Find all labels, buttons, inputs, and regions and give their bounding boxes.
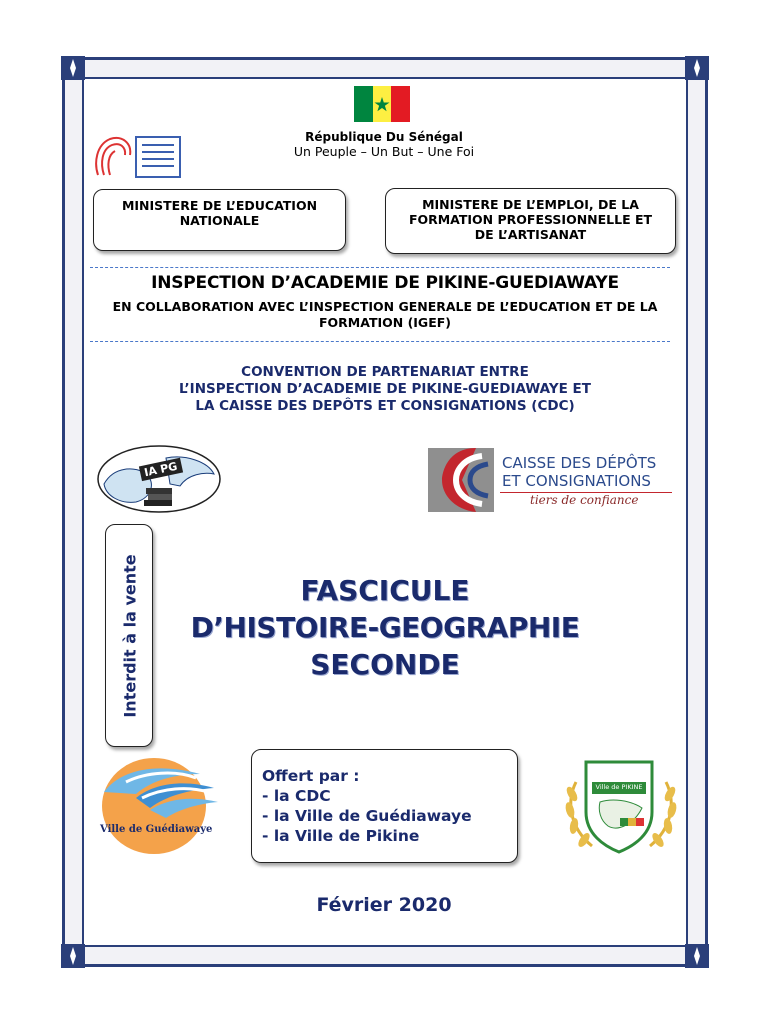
cdc-logo [428, 442, 678, 516]
convention-line-2: L’INSPECTION D’ACADEMIE DE PIKINE-GUEDIAWAYE ET [179, 381, 591, 397]
iapg-logo [96, 444, 222, 514]
ministry-box-employment [385, 188, 676, 254]
guediawaye-logo [96, 752, 226, 856]
cdc-name-line-1: CAISSE DES DÉPÔTS [502, 454, 657, 472]
convention-line-3: LA CAISSE DES DEPÔTS ET CONSIGNATIONS (CDC) [195, 398, 575, 414]
senegal-flag-icon [354, 86, 410, 122]
republic-name: République Du Sénégal [305, 130, 463, 144]
ministry-employment-label: MINISTERE DE L’EMPLOI, DE LA FORMATION PROFESSIONNELLE ET DE L’ARTISANAT [408, 197, 653, 242]
publication-date: Février 2020 [316, 894, 452, 916]
side-label-box [105, 524, 153, 747]
cdc-emblem-icon [428, 442, 494, 514]
guediawaye-emblem-icon [96, 752, 226, 856]
pikine-logo-text: Ville de PIKINE [595, 783, 643, 791]
corner-ornament-icon [61, 56, 85, 80]
pikine-logo [556, 752, 686, 860]
pikine-emblem-icon [556, 752, 686, 860]
ministry-education-label: MINISTERE DE L’EDUCATION NATIONALE [121, 198, 318, 228]
document-title-line-3: SECONDE [310, 648, 460, 681]
iapg-emblem-icon [96, 444, 222, 514]
offered-item: - la Ville de Pikine [262, 827, 420, 845]
guediawaye-logo-text: Ville de Guédiawaye [100, 824, 213, 835]
document-title-line-1: FASCICULE [300, 574, 470, 607]
side-label: Interdit à la vente [120, 554, 140, 718]
offered-item: - la CDC [262, 787, 331, 805]
inspection-title: INSPECTION D’ACADEMIE DE PIKINE-GUEDIAWAYE [151, 273, 619, 293]
dashed-rule [90, 267, 670, 268]
offered-heading: Offert par : [262, 767, 360, 785]
republic-motto: Un Peuple – Un But – Une Foi [293, 144, 475, 159]
ministry-box-education [93, 189, 346, 251]
ministry-logo-icon [92, 133, 184, 181]
corner-ornament-icon [685, 944, 709, 968]
convention-line-1: CONVENTION DE PARTENARIAT ENTRE [241, 364, 529, 380]
offered-item: - la Ville de Guédiawaye [262, 807, 472, 825]
inspection-collaboration: EN COLLABORATION AVEC L’INSPECTION GENERALE DE L’EDUCATION ET DE LA FORMATION (IGEF) [112, 299, 658, 330]
document-title-line-2: D’HISTOIRE-GEOGRAPHIE [190, 611, 580, 644]
corner-ornament-icon [61, 944, 85, 968]
cdc-name-line-2: ET CONSIGNATIONS [502, 472, 651, 490]
corner-ornament-icon [685, 56, 709, 80]
cdc-tagline: tiers de confiance [526, 493, 642, 507]
offered-by-box [251, 749, 518, 863]
dashed-rule [90, 341, 670, 342]
iapg-logo-text: IA PG [139, 458, 183, 481]
